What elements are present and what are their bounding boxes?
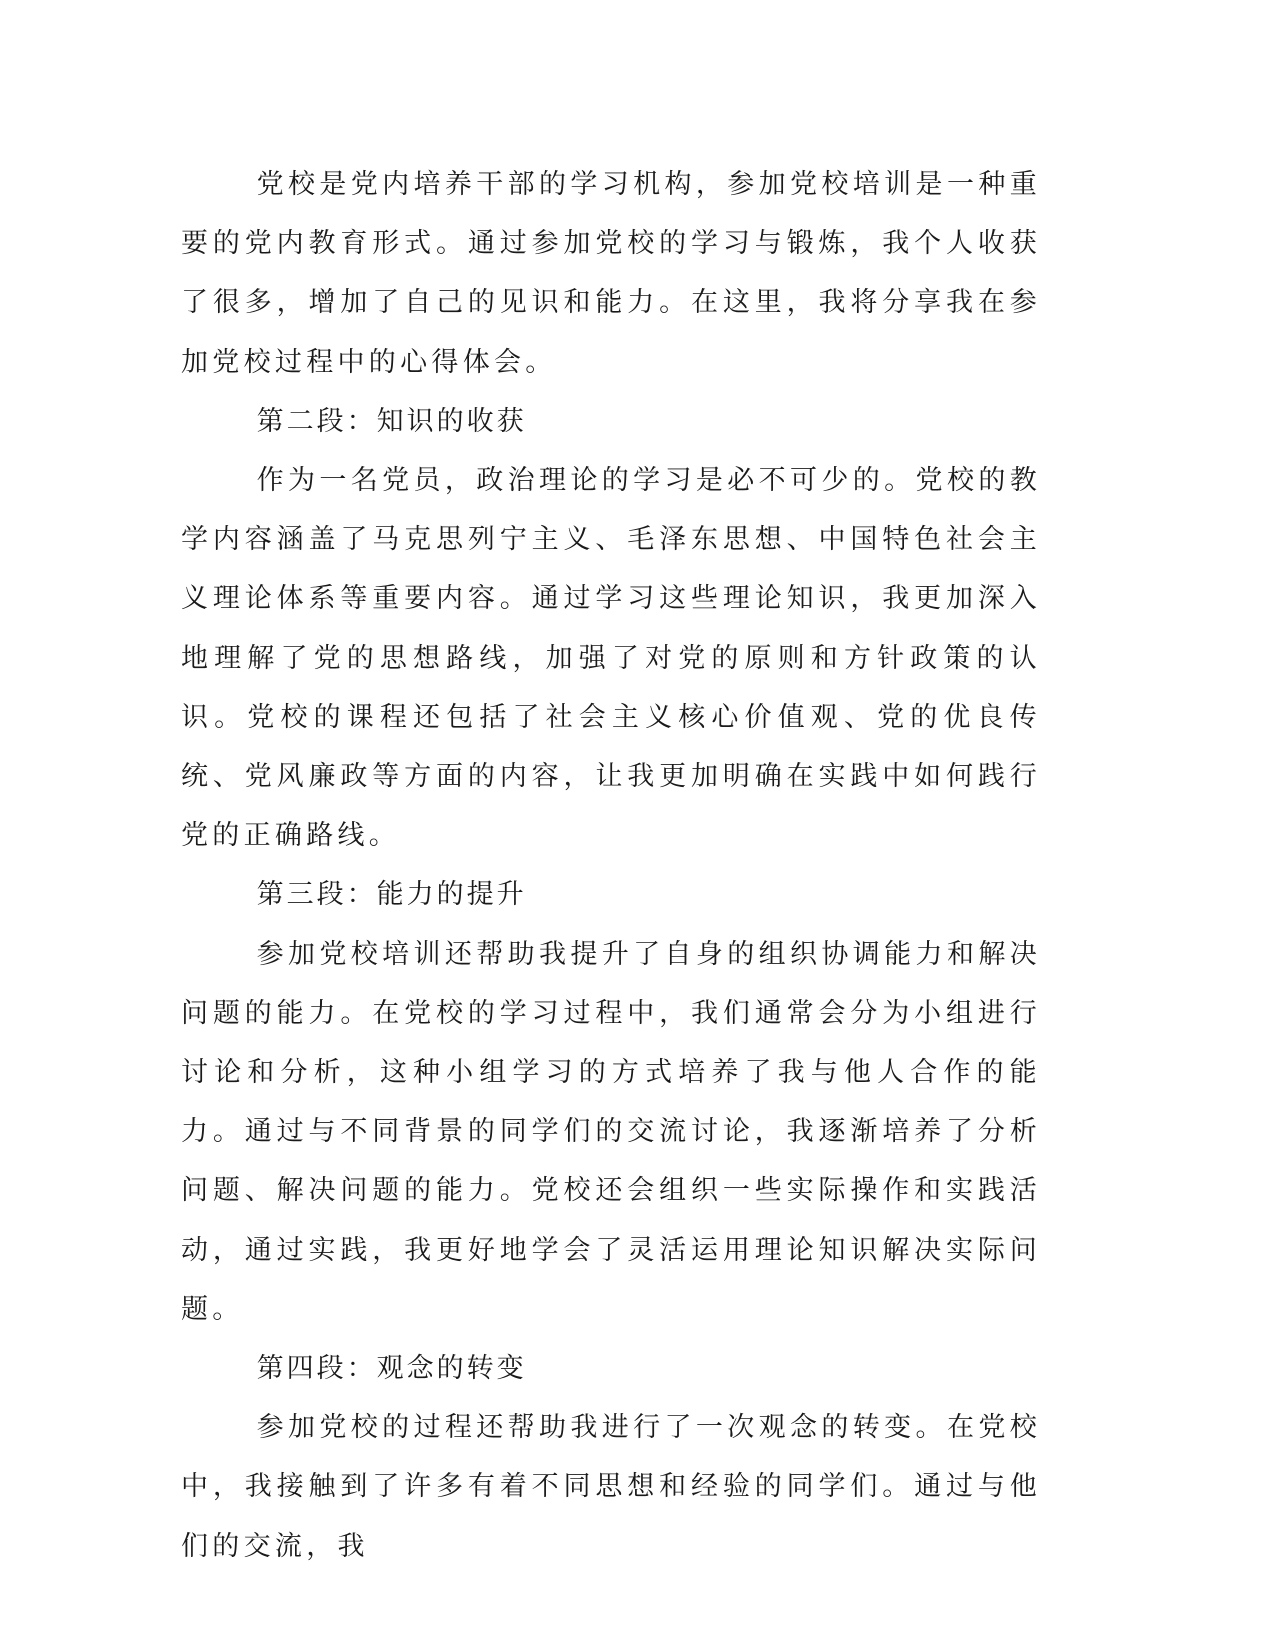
concept-paragraph: 参加党校的过程还帮助我进行了一次观念的转变。在党校中，我接触到了许多有着不同思想和经验的同学们。通过与他们的交流，我 bbox=[181, 1412, 1041, 1562]
document-body bbox=[181, 155, 1041, 1576]
ability-paragraph: 参加党校培训还帮助我提升了自身的组织协调能力和解决问题的能力。在党校的学习过程中，我们通常会分为小组进行讨论和分析，这种小组学习的方式培养了我与他人合作的能力。通过与不同背景的同学们的交流讨论，我逐渐培养了分析问题、解决问题的能力。党校还会组织一些实际操作和实践活动，通过实践，我更好地学会了灵活运用理论知识解决实际问题。 bbox=[181, 938, 1041, 1325]
section-heading-3: 第三段：能力的提升 bbox=[256, 879, 527, 911]
section-heading-4: 第四段：观念的转变 bbox=[256, 1353, 527, 1385]
knowledge-paragraph: 作为一名党员，政治理论的学习是必不可少的。党校的教学内容涵盖了马克思列宁主义、毛泽东思想、中国特色社会主义理论体系等重要内容。通过学习这些理论知识，我更加深入地理解了党的思想路线，加强了对党的原则和方针政策的认识。党校的课程还包括了社会主义核心价值观、党的优良传统、党风廉政等方面的内容，让我更加明确在实践中如何践行党的正确路线。 bbox=[181, 465, 1041, 852]
section-heading-2: 第二段：知识的收获 bbox=[256, 405, 527, 437]
intro-paragraph: 党校是党内培养干部的学习机构，参加党校培训是一种重要的党内教育形式。通过参加党校的学习与锻炼，我个人收获了很多，增加了自己的见识和能力。在这里，我将分享我在参加党校过程中的心得体会。 bbox=[181, 169, 1041, 378]
